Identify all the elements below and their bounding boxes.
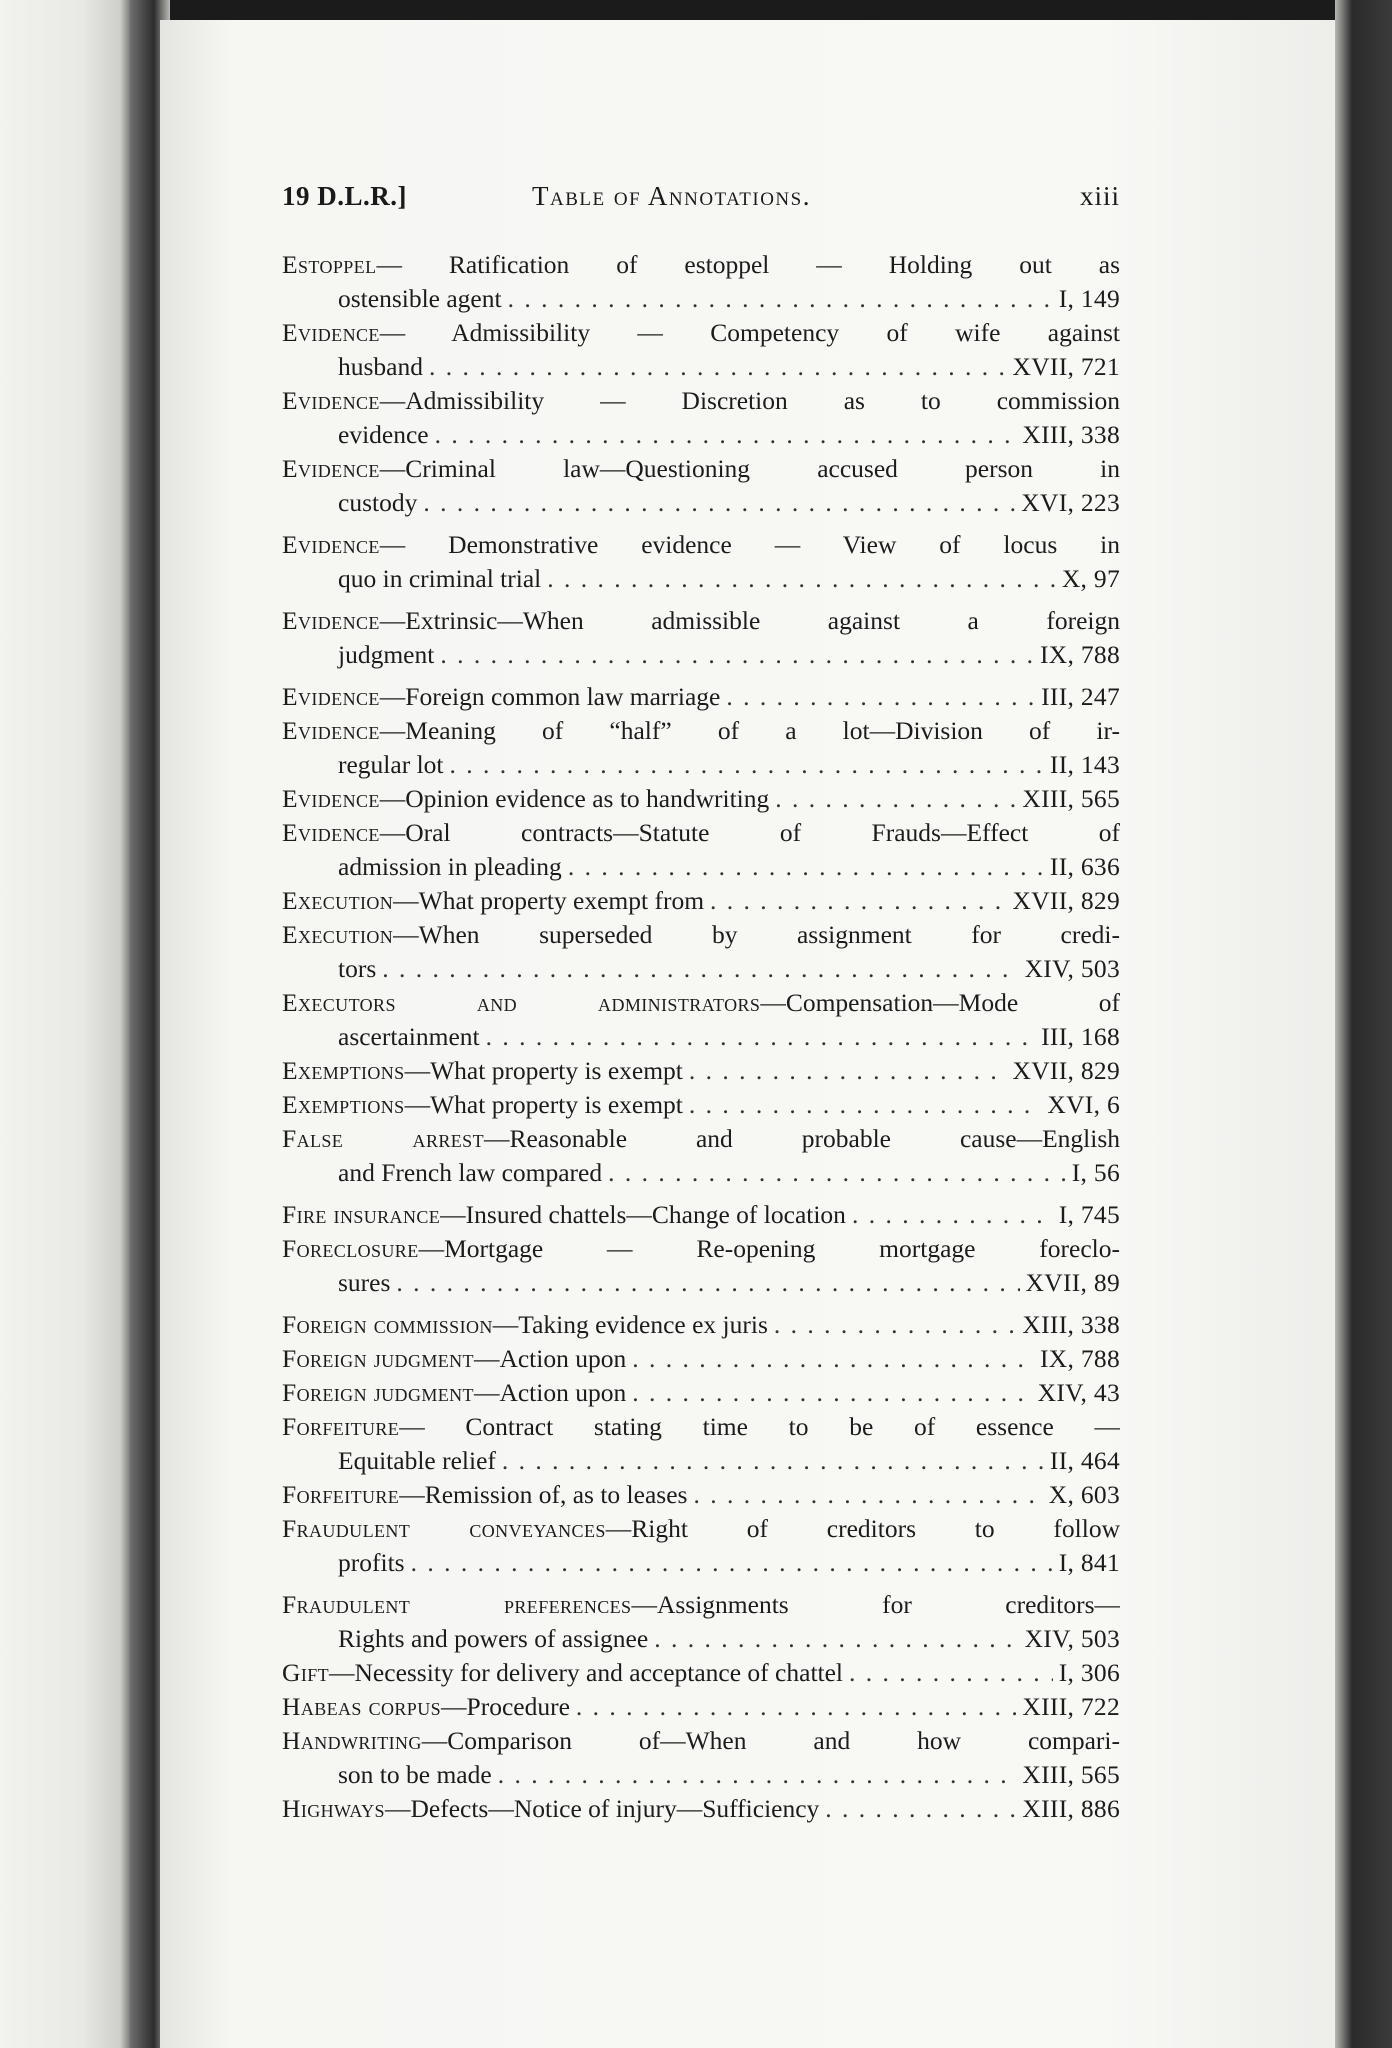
entry-subject-continued: Rights and powers of assignee [338, 1624, 649, 1653]
entry-line [282, 452, 1120, 486]
entry-line [282, 1198, 1120, 1232]
entry-subject-continued: regular lot [338, 750, 444, 779]
entry-continuation-line [282, 1266, 1120, 1300]
entry-line [282, 1054, 1120, 1088]
entry-subject-continued: judgment [338, 640, 435, 669]
volume-page-ref: XVII, 89 [1025, 1268, 1120, 1297]
entry-continuation-line [282, 748, 1120, 782]
entry-continuation-line [282, 638, 1120, 672]
leader-dots [774, 1308, 1017, 1342]
annotation-entry [282, 1054, 1120, 1088]
entry-subject: —Extrinsic—When admissible against a foreign [379, 606, 1120, 635]
entry-subject: — Admissibility — Competency of wife against [379, 318, 1120, 347]
entry-text [282, 1478, 687, 1512]
volume-page-ref: XVI, 6 [1047, 1090, 1120, 1119]
entry-subject: —Action upon [473, 1378, 627, 1407]
entry-continuation-line [282, 350, 1120, 384]
entry-subject: —Action upon [473, 1344, 627, 1373]
entry-subject: —Mortgage — Re-opening mortgage foreclo- [418, 1234, 1120, 1263]
leader-dots [775, 782, 1016, 816]
annotation-entry [282, 1478, 1120, 1512]
leader-dots [608, 1156, 1066, 1190]
volume-page-ref: II, 464 [1049, 1446, 1120, 1475]
entry-subject: — Demonstrative evidence — View of locus in [379, 530, 1120, 559]
leader-dots [547, 562, 1056, 596]
annotation-entry [282, 1308, 1120, 1342]
entry-subject: —Defects—Notice of injury—Sufficiency [384, 1794, 820, 1823]
page-number: xiii [1079, 181, 1120, 211]
volume-page-ref: XIII, 886 [1022, 1794, 1120, 1823]
entry-subject: —Oral contracts—Statute of Frauds—Effect of [379, 818, 1120, 847]
entry-continuation-line [282, 952, 1120, 986]
entry-subject-continued: sures [338, 1268, 391, 1297]
leader-dots [849, 1656, 1053, 1690]
annotation-entry [282, 1588, 1120, 1656]
leader-dots [852, 1198, 1053, 1232]
entry-heading: Foreclosure [282, 1234, 419, 1263]
entry-subject: —Reasonable and probable cause—English [483, 1124, 1120, 1153]
annotation-entry [282, 1232, 1120, 1300]
entry-subject-continued: profits [338, 1548, 405, 1577]
annotation-entry [282, 1792, 1120, 1826]
entry-heading: Executors and administrators [282, 988, 761, 1017]
volume-page-ref: IX, 788 [1039, 640, 1120, 669]
leader-dots [568, 850, 1044, 884]
entry-text [282, 1054, 683, 1088]
entry-subject: —When superseded by assignment for credi- [393, 920, 1120, 949]
entry-subject: —Comparison of—When and how compari- [421, 1726, 1120, 1755]
entry-subject: —Assignments for creditors— [631, 1590, 1120, 1619]
annotation-list [282, 248, 1120, 1826]
entry-subject-continued: tors [338, 954, 377, 983]
entry-continuation-line [282, 1156, 1120, 1190]
volume-page-ref: I, 56 [1071, 1158, 1120, 1187]
entry-subject-continued: custody [338, 488, 418, 517]
entry-line [282, 918, 1120, 952]
annotation-entry [282, 782, 1120, 816]
leader-dots [508, 282, 1053, 316]
leader-dots [654, 1622, 1018, 1656]
entry-heading: Evidence [282, 386, 380, 415]
leader-dots [632, 1376, 1031, 1410]
entry-subject-continued: quo in criminal trial [338, 564, 542, 593]
annotation-entry [282, 1410, 1120, 1478]
entry-heading: Fire insurance [282, 1200, 441, 1229]
volume-page-ref: XIV, 503 [1024, 954, 1120, 983]
leader-dots [576, 1690, 1017, 1724]
entry-line [282, 1122, 1120, 1156]
entry-line [282, 1690, 1120, 1724]
leader-dots [396, 1266, 1019, 1300]
annotation-entry [282, 528, 1120, 596]
entry-line [282, 528, 1120, 562]
volume-page-ref: XVII, 829 [1012, 886, 1120, 915]
scan-left-edge [0, 0, 150, 2048]
entry-line [282, 680, 1120, 714]
entry-subject: —What property is exempt [404, 1056, 683, 1085]
entry-subject-continued: Equitable relief [338, 1446, 496, 1475]
entry-heading: Fraudulent preferences [282, 1590, 632, 1619]
annotation-entry [282, 1198, 1120, 1232]
entry-subject: —Foreign common law marriage [379, 682, 721, 711]
entry-subject-continued: admission in pleading [338, 852, 562, 881]
entry-heading: Forfeiture [282, 1412, 400, 1441]
entry-text [282, 1656, 843, 1690]
volume-page-ref: III, 168 [1041, 1022, 1120, 1051]
annotation-entry [282, 1122, 1120, 1190]
volume-page-ref: XIII, 565 [1022, 1760, 1120, 1789]
entry-heading: Evidence [282, 530, 380, 559]
entry-line [282, 1342, 1120, 1376]
entry-heading: Exemptions [282, 1056, 405, 1085]
leader-dots [693, 1478, 1042, 1512]
annotation-entry [282, 1376, 1120, 1410]
entry-line [282, 316, 1120, 350]
volume-page-ref: XIII, 565 [1022, 784, 1120, 813]
annotation-entry [282, 714, 1120, 782]
leader-dots [689, 1054, 1007, 1088]
entry-heading: Foreign judgment [282, 1378, 474, 1407]
volume-page-ref: IX, 788 [1039, 1344, 1120, 1373]
volume-page-ref: XVI, 223 [1021, 488, 1120, 517]
entry-heading: Evidence [282, 454, 380, 483]
entry-subject: —Admissibility — Discretion as to commission [379, 386, 1120, 415]
entry-continuation-line [282, 850, 1120, 884]
volume-page-ref: I, 149 [1058, 284, 1120, 313]
entry-text [282, 782, 769, 816]
entry-line [282, 782, 1120, 816]
entry-continuation-line [282, 1444, 1120, 1478]
entry-heading: Habeas corpus [282, 1692, 442, 1721]
entry-continuation-line [282, 1758, 1120, 1792]
volume-page-ref: XIII, 338 [1022, 1310, 1120, 1339]
entry-heading: Execution [282, 920, 394, 949]
scan-right-edge [1335, 0, 1392, 2048]
entry-heading: Fraudulent conveyances [282, 1514, 606, 1543]
entry-heading: Foreign judgment [282, 1344, 474, 1373]
entry-line [282, 1410, 1120, 1444]
leader-dots [486, 1020, 1036, 1054]
entry-heading: Forfeiture [282, 1480, 400, 1509]
entry-text [282, 1308, 768, 1342]
annotation-entry [282, 816, 1120, 884]
entry-line [282, 1478, 1120, 1512]
leader-dots [435, 418, 1017, 452]
entry-heading: Foreign commission [282, 1310, 493, 1339]
volume-page-ref: X, 603 [1048, 1480, 1120, 1509]
volume-page-ref: II, 636 [1049, 852, 1120, 881]
entry-line [282, 1656, 1120, 1690]
entry-subject: —What property exempt from [393, 886, 705, 915]
volume-page-ref: III, 247 [1041, 682, 1120, 711]
annotation-entry [282, 1512, 1120, 1580]
annotation-entry [282, 1656, 1120, 1690]
entry-line [282, 1376, 1120, 1410]
entry-line [282, 384, 1120, 418]
entry-subject: —Procedure [441, 1692, 570, 1721]
entry-subject-continued: ostensible agent [338, 284, 502, 313]
leader-dots [502, 1444, 1044, 1478]
volume-page-ref: XIII, 722 [1022, 1692, 1120, 1721]
entry-line [282, 1512, 1120, 1546]
volume-page-ref: XIV, 503 [1024, 1624, 1120, 1653]
annotation-entry [282, 316, 1120, 384]
entry-heading: Estoppel [282, 250, 377, 279]
entry-line [282, 986, 1120, 1020]
leader-dots [726, 680, 1035, 714]
annotation-entry [282, 248, 1120, 316]
entry-text [282, 1088, 683, 1122]
entry-continuation-line [282, 1020, 1120, 1054]
entry-heading: Evidence [282, 606, 380, 635]
page-title: Table of Annotations. [532, 181, 811, 211]
annotation-entry [282, 680, 1120, 714]
entry-line [282, 714, 1120, 748]
entry-subject: —Remission of, as to leases [399, 1480, 688, 1509]
entry-line [282, 1792, 1120, 1826]
entry-subject: — Ratification of estoppel — Holding out as [376, 250, 1120, 279]
annotation-entry [282, 1342, 1120, 1376]
entry-text [282, 1198, 846, 1232]
entry-line [282, 1088, 1120, 1122]
entry-line [282, 1724, 1120, 1758]
volume-reference: 19 D.L.R.] [282, 181, 407, 211]
entry-heading: Evidence [282, 784, 380, 813]
entry-continuation-line [282, 418, 1120, 452]
entry-heading: Exemptions [282, 1090, 405, 1119]
leader-dots [450, 748, 1044, 782]
entry-heading: Evidence [282, 818, 380, 847]
annotation-entry [282, 1088, 1120, 1122]
annotation-entry [282, 918, 1120, 986]
entry-continuation-line [282, 562, 1120, 596]
volume-page-ref: XVII, 721 [1012, 352, 1120, 381]
volume-page-ref: I, 306 [1058, 1658, 1120, 1687]
entry-line [282, 248, 1120, 282]
entry-text [282, 884, 704, 918]
annotation-entry [282, 884, 1120, 918]
leader-dots [382, 952, 1018, 986]
entry-heading: False arrest [282, 1124, 484, 1153]
leader-dots [423, 486, 1015, 520]
entry-subject: —What property is exempt [404, 1090, 683, 1119]
annotation-entry [282, 986, 1120, 1054]
entry-heading: Evidence [282, 682, 380, 711]
leader-dots [689, 1088, 1041, 1122]
entry-subject: —Taking evidence ex juris [492, 1310, 768, 1339]
entry-continuation-line [282, 1622, 1120, 1656]
volume-page-ref: XIII, 338 [1022, 420, 1120, 449]
entry-subject-continued: and French law compared [338, 1158, 603, 1187]
annotation-entry [282, 1690, 1120, 1724]
volume-page-ref: II, 143 [1049, 750, 1120, 779]
entry-line [282, 1308, 1120, 1342]
entry-subject-continued: evidence [338, 420, 429, 449]
entry-text [282, 680, 720, 714]
entry-heading: Evidence [282, 318, 380, 347]
entry-line [282, 1588, 1120, 1622]
volume-page-ref: X, 97 [1061, 564, 1120, 593]
entry-subject-continued: ascertainment [338, 1022, 480, 1051]
entry-heading: Highways [282, 1794, 385, 1823]
leader-dots [498, 1758, 1017, 1792]
entry-subject: —Right of creditors to follow [605, 1514, 1120, 1543]
entry-subject: —Compensation—Mode of [760, 988, 1120, 1017]
entry-subject: —Opinion evidence as to handwriting [379, 784, 770, 813]
entry-line [282, 1232, 1120, 1266]
volume-page-ref: I, 745 [1058, 1200, 1120, 1229]
entry-subject: —Necessity for delivery and acceptance of chattel [329, 1658, 844, 1687]
leader-dots [429, 350, 1006, 384]
entry-subject: — Contract stating time to be of essence — [399, 1412, 1120, 1441]
annotation-entry [282, 384, 1120, 452]
entry-heading: Evidence [282, 716, 380, 745]
annotation-entry [282, 1724, 1120, 1792]
entry-line [282, 816, 1120, 850]
annotation-entry [282, 604, 1120, 672]
entry-line [282, 884, 1120, 918]
leader-dots [825, 1792, 1016, 1826]
leader-dots [710, 884, 1006, 918]
volume-page-ref: XIV, 43 [1037, 1378, 1120, 1407]
annotation-entry [282, 452, 1120, 520]
volume-page-ref: I, 841 [1058, 1548, 1120, 1577]
running-head [282, 181, 1120, 215]
entry-subject-continued: son to be made [338, 1760, 492, 1789]
entry-heading: Handwriting [282, 1726, 422, 1755]
entry-subject: —Criminal law—Questioning accused person in [379, 454, 1120, 483]
entry-heading: Execution [282, 886, 394, 915]
entry-subject-continued: husband [338, 352, 423, 381]
entry-line [282, 604, 1120, 638]
entry-text [282, 1376, 626, 1410]
entry-text [282, 1690, 570, 1724]
entry-text [282, 1792, 819, 1826]
entry-text [282, 1342, 626, 1376]
leader-dots [632, 1342, 1034, 1376]
leader-dots [411, 1546, 1053, 1580]
entry-subject: —Meaning of “half” of a lot—Division of ir- [379, 716, 1120, 745]
entry-continuation-line [282, 1546, 1120, 1580]
leader-dots [440, 638, 1034, 672]
entry-continuation-line [282, 486, 1120, 520]
entry-subject: —Insured chattels—Change of location [440, 1200, 846, 1229]
entry-continuation-line [282, 282, 1120, 316]
entry-heading: Gift [282, 1658, 330, 1687]
volume-page-ref: XVII, 829 [1012, 1056, 1120, 1085]
